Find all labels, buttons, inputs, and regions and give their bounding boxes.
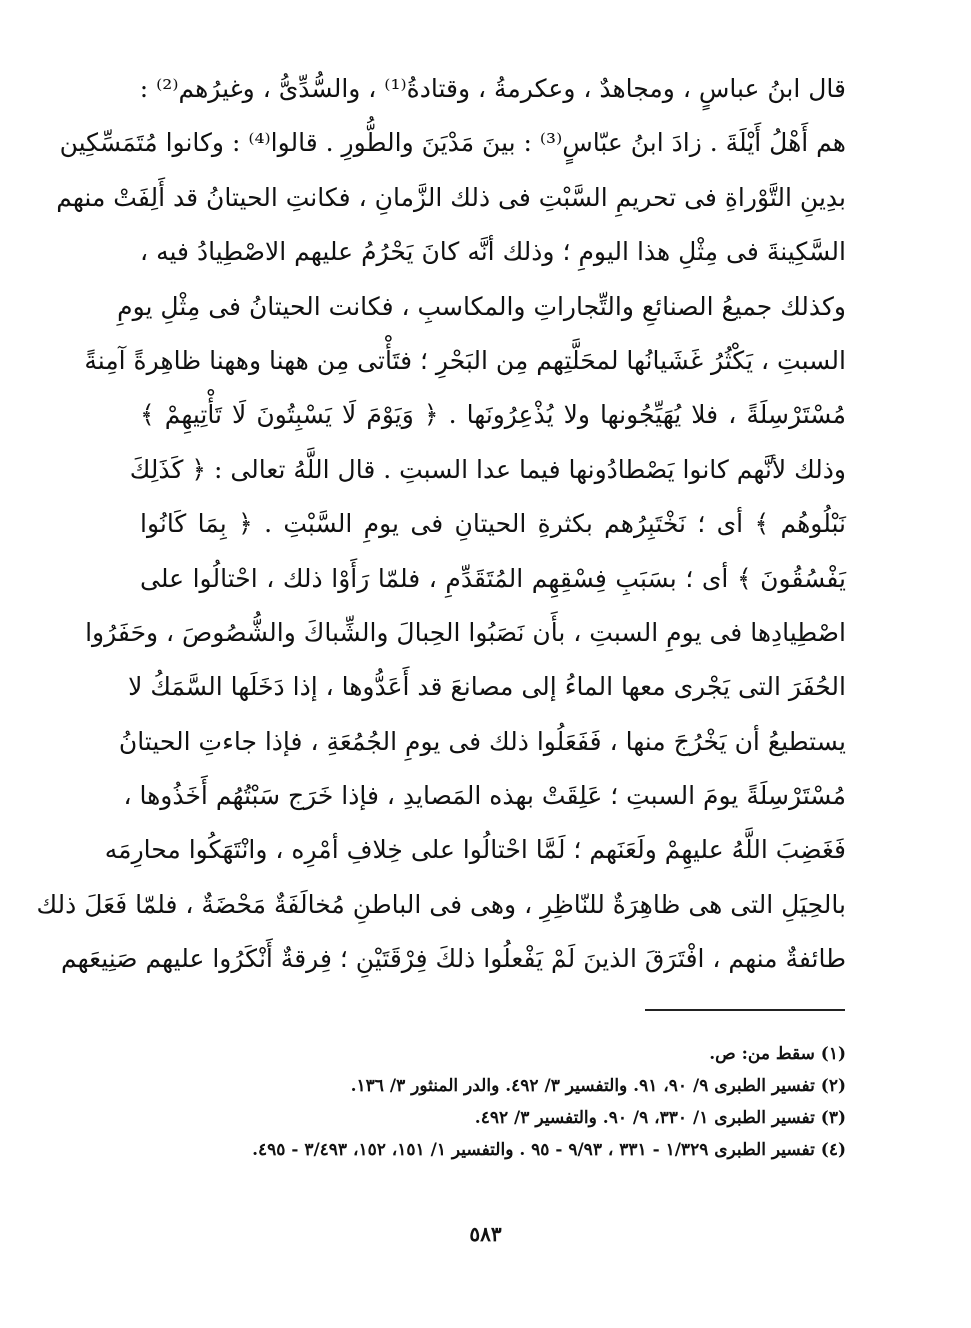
text-line: يَفْسُقُونَ ﴾ أى ؛ بسَبَبِ فِسْقِهِم المُتَقَدِّمِ ، فلمّا رَأَوْا ذلك ، احْتالُوا على [140, 563, 846, 593]
page-number: ٥٨٣ [469, 1222, 502, 1246]
footnote: (٢) تفسير الطبرى ٩/ ٩٠، ٩١. والتفسير ٣/ ٤٩٢. والدر المنثور ٣/ ١٣٦. [350, 1076, 846, 1096]
main-text [36, 62, 846, 987]
text-line: السَّكِينةَ فى مِثْلِ هذا اليومِ ؛ وذلك أنَّه كانَ يَحْرُمُ عليهم الاصْطِيادُ فيه ، [140, 237, 846, 267]
footnote: (١) سقط من: ص. [709, 1044, 846, 1064]
text-line: هم أَهْلُ أَيْلَةَ . زادَ ابنُ عبّاسٍ⁽³⁾ : بينَ مَدْيَنَ والطُّورِ . قالوا⁽⁴⁾ : وكانوا مُتَمَسِّكِين [59, 128, 846, 158]
text-line: السبتِ ، يَكْثُرُ غَشَيانُها لمحَلَّتِهم مِن البَحْرِ ؛ فتَأْتى مِن ههنا وههنا ظاهِرةً آمِنةً [84, 345, 846, 375]
text-line: يستطيعُ أن يَخْرُجَ منها ، فَفَعَلُوا ذلك فى يومِ الجُمُعَةِ ، فإذا جاءتِ الحيتانُ [118, 726, 846, 756]
text-line: بدِينِ التَّوْراةِ فى تحريمِ السَّبْتِ فى ذلك الزَّمانِ ، فكانتِ الحيتانُ قد أَلِفَتْ منهم [56, 182, 846, 212]
text-line: بالحِيَلِ التى هى ظاهِرَةٌ للنّاظِرِ ، وهى فى الباطنِ مُخالَفَةٌ مَحْضَةٌ ، فلمّا فَعَلَ ذلك [36, 889, 846, 919]
footnotes [140, 1038, 846, 1166]
footnote-separator [645, 1009, 845, 1011]
text-line: وذلك لأنَّهم كانوا يَصْطادُونها فيما عدا السبتِ . قال اللَّهُ تعالى : ﴿ كَذَلِكَ [129, 454, 846, 484]
text-line: فَغَضِبَ اللَّهُ عليهِمْ ولَعَنَهم ؛ لَمَّا احْتالُوا على خِلافِ أمْرِه ، وانْتَهَكُوا محارِمَه [104, 835, 846, 865]
footnote: (٣) تفسير الطبرى ١/ ٣٣٠، ٩/ ٩٠. والتفسير ٣/ ٤٩٢. [474, 1108, 846, 1128]
text-line: طائفةٌ منهم ، افْتَرَقَ الذينَ لَمْ يَفْعلُوا ذلكَ فِرْقَتَيْنِ ؛ فِرقةٌ أَنْكَرُوا عليهم صَنِيعَهم [61, 944, 846, 974]
text-line: وكذلك جميعُ الصنائعِ والتِّجاراتِ والمكاسبِ ، فكانت الحيتانُ فى مِثْلِ يومِ [117, 291, 846, 321]
footnote: (٤) تفسير الطبرى ١/٣٢٩ - ٣٣١ ، ٩/٩٣ - ٩٥ . والتفسير ١/ ١٥١، ١٥٢، ٣/٤٩٣ - ٤٩٥. [252, 1140, 846, 1160]
text-line: الحُفَرَ التى يَجْرى معها الماءُ إلى مصانعَ قد أَعَدُّوها ، إذا دَخَلَها السَّمَكُ لا [128, 672, 846, 702]
text-line: مُسْتَرْسِلَةً يومَ السبتِ ؛ عَلِقَتْ بهذه المَصايدِ ، فإذا خَرَج سَبْتُهُم أَخَذُوها ، [123, 781, 846, 811]
text-line: مُسْتَرْسِلَةً ، فلا يُهَيِّجُونها ولا يُذْعِرُونَها . ﴿ وَيَوْمَ لَا يَسْبِتُونَ لَا تَأْتِيهِمْ ﴾ [140, 400, 846, 430]
text-line: اصْطِيادِها فى يومِ السبتِ ، بأَن نَصَبُوا الحِبالَ والشِّباكَ والشُّصُوصَ ، وحَفَرُوا [85, 617, 846, 647]
text-line: نَبْلُوهُم ﴾ أى ؛ نَخْتَبِرُهم بكثرةِ الحيتانِ فى يومِ السَّبْتِ . ﴿ بِمَا كَانُوا [140, 509, 846, 539]
text-line: قال ابنُ عباسٍ ، ومجاهدٌ ، وعكرمةُ ، وقتادةُ⁽¹⁾ ، والسُّدِّىُّ ، وغيرُهم⁽²⁾ : [139, 74, 846, 103]
